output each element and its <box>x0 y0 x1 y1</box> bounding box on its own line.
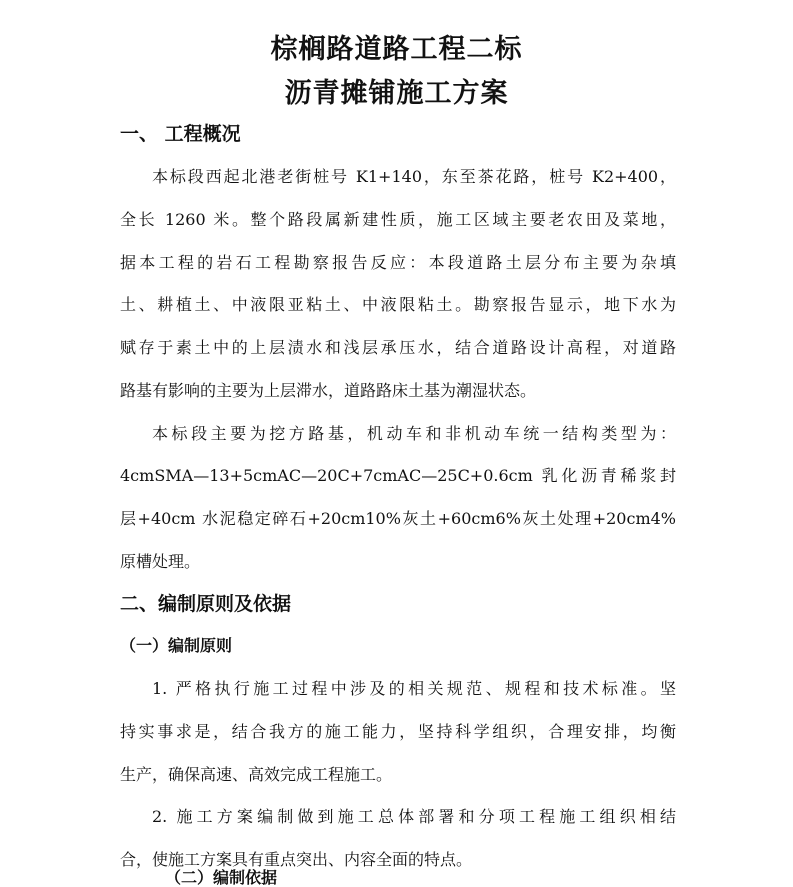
section-heading-principles: 二、编制原则及依据 <box>120 593 292 615</box>
cut-off-heading <box>0 866 793 887</box>
cut-off-heading-text: （二）编制依据 <box>165 868 278 887</box>
paragraph-line: 全长 1260 米。整个路段属新建性质，施工区域主要老农田及菜地， <box>120 210 676 229</box>
paragraph-line: 本标段西起北港老街桩号 K1+140，东至茶花路，桩号 K2+400， <box>152 167 676 186</box>
list-item-line: 1. 严格执行施工过程中涉及的相关规范、规程和技术标准。坚 <box>152 679 676 698</box>
paragraph-line: 路基有影响的主要为上层滞水，道路路床土基为潮湿状态。 <box>120 381 537 400</box>
list-item-line: 合，使施工方案具有重点突出、内容全面的特点。 <box>120 850 473 869</box>
paragraph-line: 土、耕植土、中液限亚粘土、中液限粘土。勘察报告显示，地下水为 <box>120 295 676 314</box>
list-item-line: 生产，确保高速、高效完成工程施工。 <box>120 765 393 784</box>
list-item-line: 2. 施工方案编制做到施工总体部署和分项工程施工组织相结 <box>152 807 676 826</box>
list-item-line: 持实事求是，结合我方的施工能力，坚持科学组织，合理安排，均衡 <box>120 722 676 741</box>
paragraph-line: 赋存于素土中的上层渍水和浅层承压水，结合道路设计高程，对道路 <box>120 338 676 357</box>
paragraph-line: 据本工程的岩石工程勘察报告反应：本段道路土层分布主要为杂填 <box>120 253 676 272</box>
document-title-line2: 沥青摊铺施工方案 <box>284 78 509 109</box>
paragraph-line: 层+40cm 水泥稳定碎石+20cm10%灰土+60cm6%灰土处理+20cm4% <box>120 509 676 528</box>
paragraph-line: 本标段主要为挖方路基，机动车和非机动车统一结构类型为： <box>152 424 676 443</box>
document-title-line1: 棕榈路道路工程二标 <box>270 34 523 65</box>
paragraph-line: 原槽处理。 <box>120 552 201 571</box>
section-heading-overview: 一、 工程概况 <box>120 123 241 145</box>
paragraph-line: 4cmSMA—13+5cmAC—20C+7cmAC—25C+0.6cm 乳化沥青稀浆封 <box>120 466 676 485</box>
subsection-heading-principles: （一）编制原则 <box>120 636 233 655</box>
